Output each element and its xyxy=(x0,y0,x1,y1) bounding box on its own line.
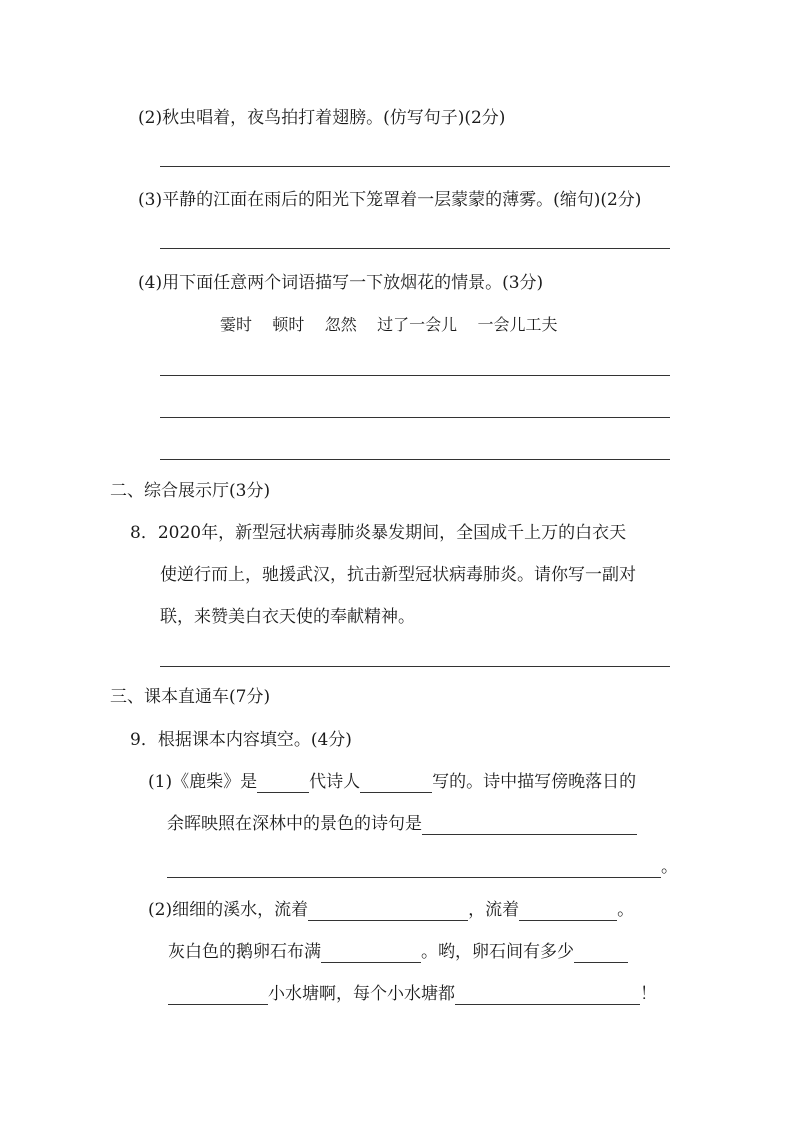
q7-item-4: (4)用下面任意两个词语描写一下放烟花的情景。(3分) xyxy=(138,273,544,293)
blank-verse-cont[interactable] xyxy=(167,859,661,878)
blank[interactable] xyxy=(321,944,421,963)
answer-line[interactable] xyxy=(160,166,670,167)
word-bank xyxy=(220,314,557,336)
blank-dynasty[interactable] xyxy=(257,774,309,793)
q9-2-line3 xyxy=(168,983,657,1005)
text: (2)细细的溪水，流着 xyxy=(148,900,309,920)
text: (1)《鹿柴》是 xyxy=(148,772,258,792)
text: 灰白色的鹅卵石布满 xyxy=(168,942,321,962)
text: 。 xyxy=(661,857,678,877)
answer-line[interactable] xyxy=(160,459,670,460)
text: 。哟，卵石间有多少 xyxy=(421,942,574,962)
q9-2-line1 xyxy=(148,899,634,921)
q8-line: 8．2020年，新型冠状病毒肺炎暴发期间，全国成千上万的白衣天 xyxy=(130,523,627,543)
word: 霎时 xyxy=(220,315,253,334)
answer-line[interactable] xyxy=(160,666,670,667)
q9-1-line2 xyxy=(167,813,637,835)
word: 忽然 xyxy=(324,315,357,334)
q9-1-line3 xyxy=(167,856,678,878)
answer-line[interactable] xyxy=(160,248,670,249)
text: 余晖映照在深林中的景色的诗句是 xyxy=(167,814,422,834)
q8-line: 使逆行而上，驰援武汉，抗击新型冠状病毒肺炎。请你写一副对 xyxy=(160,565,636,585)
blank[interactable] xyxy=(455,986,640,1005)
section-2-heading: 二、综合展示厅(3分) xyxy=(110,481,271,501)
word: 过了一会儿 xyxy=(377,315,458,334)
blank[interactable] xyxy=(308,902,468,921)
word: 一会儿工夫 xyxy=(477,315,558,334)
q9-1-line1 xyxy=(148,771,636,793)
q7-item-3: (3)平静的江面在雨后的阳光下笼罩着一层蒙蒙的薄雾。(缩句)(2分) xyxy=(138,190,642,210)
word: 顿时 xyxy=(272,315,305,334)
blank-verse[interactable] xyxy=(422,816,637,835)
text: ，流着 xyxy=(468,900,520,920)
blank[interactable] xyxy=(574,944,628,963)
q8-line: 联，来赞美白衣天使的奉献精神。 xyxy=(160,607,415,627)
blank-poet[interactable] xyxy=(360,774,432,793)
text: ！ xyxy=(640,984,657,1004)
q7-item-2: (2)秋虫唱着，夜鸟拍打着翅膀。(仿写句子)(2分) xyxy=(138,108,506,128)
answer-line[interactable] xyxy=(160,417,670,418)
text: 写的。诗中描写傍晚落日的 xyxy=(432,772,637,792)
q9-2-line2 xyxy=(168,941,628,963)
answer-line[interactable] xyxy=(160,375,670,376)
blank[interactable] xyxy=(519,902,617,921)
q9-title: 9．根据课本内容填空。(4分) xyxy=(130,730,352,750)
text: 小水塘啊，每个小水塘都 xyxy=(268,984,455,1004)
text: 代诗人 xyxy=(309,772,361,792)
blank[interactable] xyxy=(168,986,268,1005)
section-3-heading: 三、课本直通车(7分) xyxy=(110,687,271,707)
text: 。 xyxy=(617,900,635,920)
